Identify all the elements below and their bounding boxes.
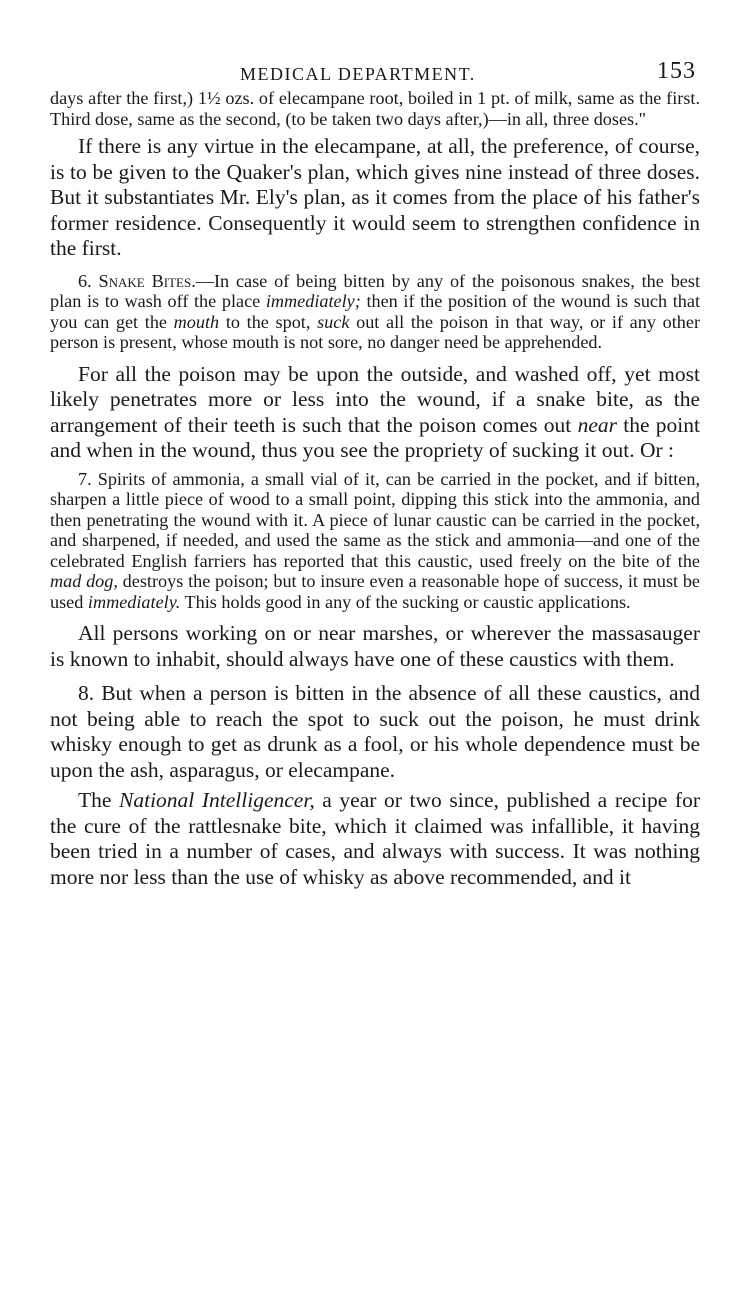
running-head bbox=[50, 58, 700, 94]
page-number: 153 bbox=[657, 58, 696, 84]
paragraph-poison-wound: For all the poison may be upon the outside, and washed off, yet most likely penetrates more or less into the wound, if a snake bite, as the arrangement of their teeth is such that the poison comes out near the point and when in the wound, thus you see the propriety of sucking it out. Or : bbox=[50, 361, 700, 462]
paragraph-national-intelligencer: The National Intelligencer, a year or two since, published a recipe for the cure of the rattlesnake bite, which it claimed was infallible, it having been tried in a number of cases, and always with success. It was nothing more nor less than the use of whisky as above recommended, and it bbox=[50, 788, 700, 889]
paragraph-marshes: All persons working on or near marshes, or wherever the massasauger is known to inhabit, should always have one of these caustics with them. bbox=[50, 621, 700, 671]
paragraph-quaker-plan: If there is any virtue in the elecampane, at all, the preference, of course, is to be given to the Quaker's plan, which gives nine instead of three doses. But it substantiates Mr. Ely's plan, as it comes from the place of his father's former residence. Consequently it would seem to strengthen confidence in the first. bbox=[50, 134, 700, 260]
paragraph-ammonia-caustic: 7. Spirits of ammonia, a small vial of it, can be carried in the pocket, and if bitten, sharpen a little piece of wood to a small point, dipping this stick into the ammonia, and then penetrating the wound with it. A piece of lunar caustic can be carried in the pocket, and sharpened, if needed, and used the same as the stick and ammonia—and one of the celebrated English farriers has reported that this caustic, used freely on the bite of the mad dog, destroys the poison; but to insure even a reasonable hope of success, it must be used immediately. This holds good in any of the sucking or caustic applications. bbox=[50, 468, 700, 612]
section-number: 6. bbox=[78, 270, 92, 291]
running-title: MEDICAL DEPARTMENT. bbox=[240, 64, 476, 84]
paragraph-elecampane-dose: days after the first,) 1½ ozs. of elecampane root, boiled in 1 pt. of milk, same as the first. Third dose, same as the second, (to be taken two days after,)—in all, three doses." bbox=[50, 88, 700, 129]
section-heading-snake-bites: Snake Bites. bbox=[98, 270, 196, 291]
paragraph-whisky: 8. But when a person is bitten in the absence of all these caustics, and not being able to reach the spot to suck out the poison, he must drink whisky enough to get as drunk as a fool, or his whole dependence must be upon the ash, asparagus, or elecampane. bbox=[50, 681, 700, 782]
book-page bbox=[50, 58, 700, 890]
paragraph-snake-bites: 6. Snake Bites.—In case of being bitten by any of the poisonous snakes, the best plan is to wash off the place immediately; then if the position of the wound is such that you can get the mouth to the spot, suck out all the poison in that way, or if any other person is present, whose mouth is not sore, no danger need be apprehended. bbox=[50, 270, 701, 352]
